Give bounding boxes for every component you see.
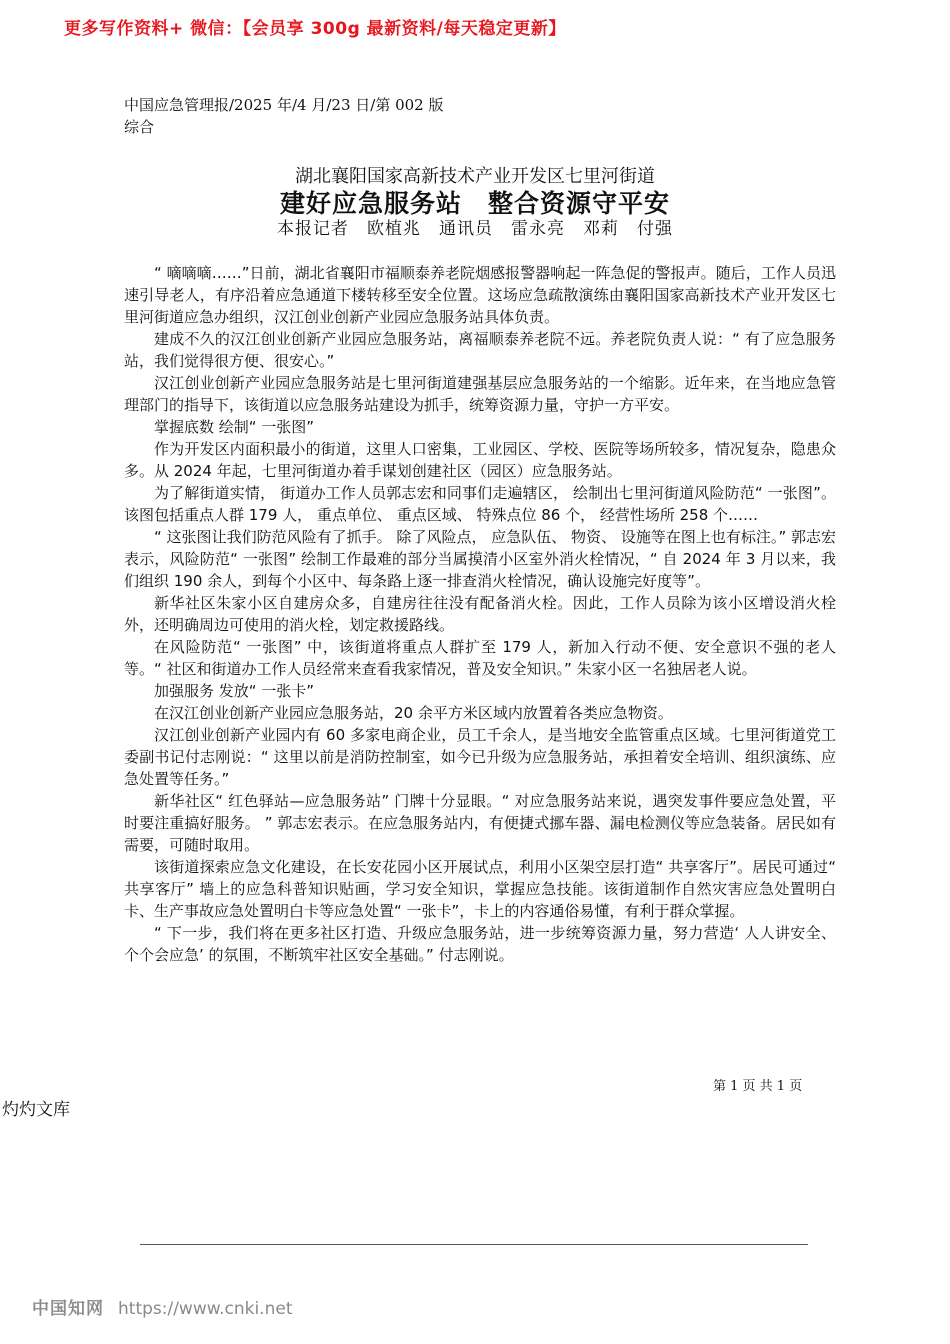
paragraph: 新华社区朱家小区自建房众多，自建房往往没有配备消火栓。因此，工作人员除为该小区增设消火栓外，还明确周边可使用的消火栓，划定救援路线。 — [124, 594, 836, 634]
paragraph: 汉江创业创新产业园内有 60 多家电商企业，员工千余人，是当地安全监管重点区域。七里河街道党工委副书记付志刚说：“ 这里以前是消防控制室，如今已升级为应急服务站，承担着安全培训、组织演练、应急处置等任务。” — [124, 726, 836, 788]
paragraph: 汉江创业创新产业园应急服务站是七里河街道建强基层应急服务站的一个缩影。近年来，在当地应急管理部门的指导下，该街道以应急服务站建设为抓手，统筹资源力量，守护一方平安。 — [124, 374, 836, 414]
paragraph: 在汉江创业创新产业园应急服务站，20 余平方米区域内放置着各类应急物资。 — [154, 704, 673, 722]
paragraph: 建成不久的汉江创业创新产业园应急服务站，离福顺泰养老院不远。养老院负责人说：“ 有了应急服务站，我们觉得很方便、很安心。” — [124, 330, 836, 370]
watermark-url: https://www.cnki.net — [118, 1299, 293, 1319]
section-heading: 加强服务 发放“ 一张卡” — [154, 682, 315, 700]
library-name: 灼灼文库 — [2, 1100, 70, 1120]
paragraph: “ 嘀嘀嘀……”日前，湖北省襄阳市福顺泰养老院烟感报警器响起一阵急促的警报声。随后，工作人员迅速引导老人，有序沿着应急通道下楼转移至安全位置。这场应急疏散演练由襄阳国家高新技术产业开发区七里河街道应急办组织，汉江创业创新产业园应急服务站具体负责。 — [124, 264, 836, 326]
paragraph: 该街道探索应急文化建设，在长安花园小区开展试点，利用小区架空层打造“ 共享客厅”。居民可通过“ 共享客厅” 墙上的应急科普知识贴画，学习安全知识，掌握应急技能。该街道制作自然灾害应急处置明白卡、生产事故应急处置明白卡等应急处置“ 一张卡”，卡上的内容通俗易懂，有利于群众掌握。 — [124, 858, 836, 920]
article-byline: 本报记者 欧植兆 通讯员 雷永亮 邓莉 付强 — [277, 219, 673, 239]
article-title: 建好应急服务站 整合资源守平安 — [279, 189, 670, 218]
article-body — [124, 262, 836, 966]
section-heading: 掌握底数 绘制“ 一张图” — [154, 418, 315, 436]
paragraph: 新华社区“ 红色驿站—应急服务站” 门牌十分显眼。“ 对应急服务站来说，遇突发事件要应急处置，平时要注重搞好服务。 ” 郭志宏表示。在应急服务站内，有便捷式挪车器、漏电检测仪等应急装备。居民如有需要，可随时取用。 — [124, 792, 836, 854]
article-kicker: 湖北襄阳国家高新技术产业开发区七里河街道 — [295, 166, 655, 187]
paragraph: “ 这张图让我们防范风险有了抓手。 除了风险点， 应急队伍、 物资、 设施等在图上也有标注。” 郭志宏表示，风险防范“ 一张图” 绘制工作最难的部分当属摸清小区室外消火栓情况，“ 自 2024 年 3 月以来，我们组织 190 余人，到每个小区中、每条路上逐一排查消火栓情况，确认设施完好度等”。 — [124, 528, 836, 590]
promo-banner: 更多写作资料+ 微信：【会员享 300g 最新资料/每天稳定更新】 — [64, 19, 566, 39]
paragraph: 为了解街道实情， 街道办工作人员郭志宏和同事们走遍辖区， 绘制出七里河街道风险防范“ 一张图”。 该图包括重点人群 179 人， 重点单位、 重点区域、 特殊点位 86 个， 经营性场所 258 个…… — [124, 484, 836, 524]
watermark-brand: 中国知网 — [32, 1299, 104, 1319]
footer-divider — [140, 1244, 808, 1245]
paragraph: 作为开发区内面积最小的街道，这里人口密集，工业园区、学校、医院等场所较多，情况复杂，隐患众多。从 2024 年起，七里河街道办着手谋划创建社区（园区）应急服务站。 — [124, 440, 836, 480]
watermark — [32, 1294, 292, 1319]
paragraph: 在风险防范“ 一张图” 中，该街道将重点人群扩至 179 人，新加入行动不便、安全意识不强的老人等。“ 社区和街道办工作人员经常来查看我家情况，普及安全知识。” 朱家小区一名独居老人说。 — [124, 638, 836, 678]
source-line: 中国应急管理报/2025 年/4 月/23 日/第 002 版综合 — [124, 96, 444, 136]
paragraph: “ 下一步，我们将在更多社区打造、升级应急服务站，进一步统筹资源力量，努力营造‘ 人人讲安全、个个会应急’ 的氛围，不断筑牢社区安全基础。” 付志刚说。 — [124, 924, 836, 964]
page-number: 第 1 页 共 1 页 — [713, 1079, 803, 1094]
